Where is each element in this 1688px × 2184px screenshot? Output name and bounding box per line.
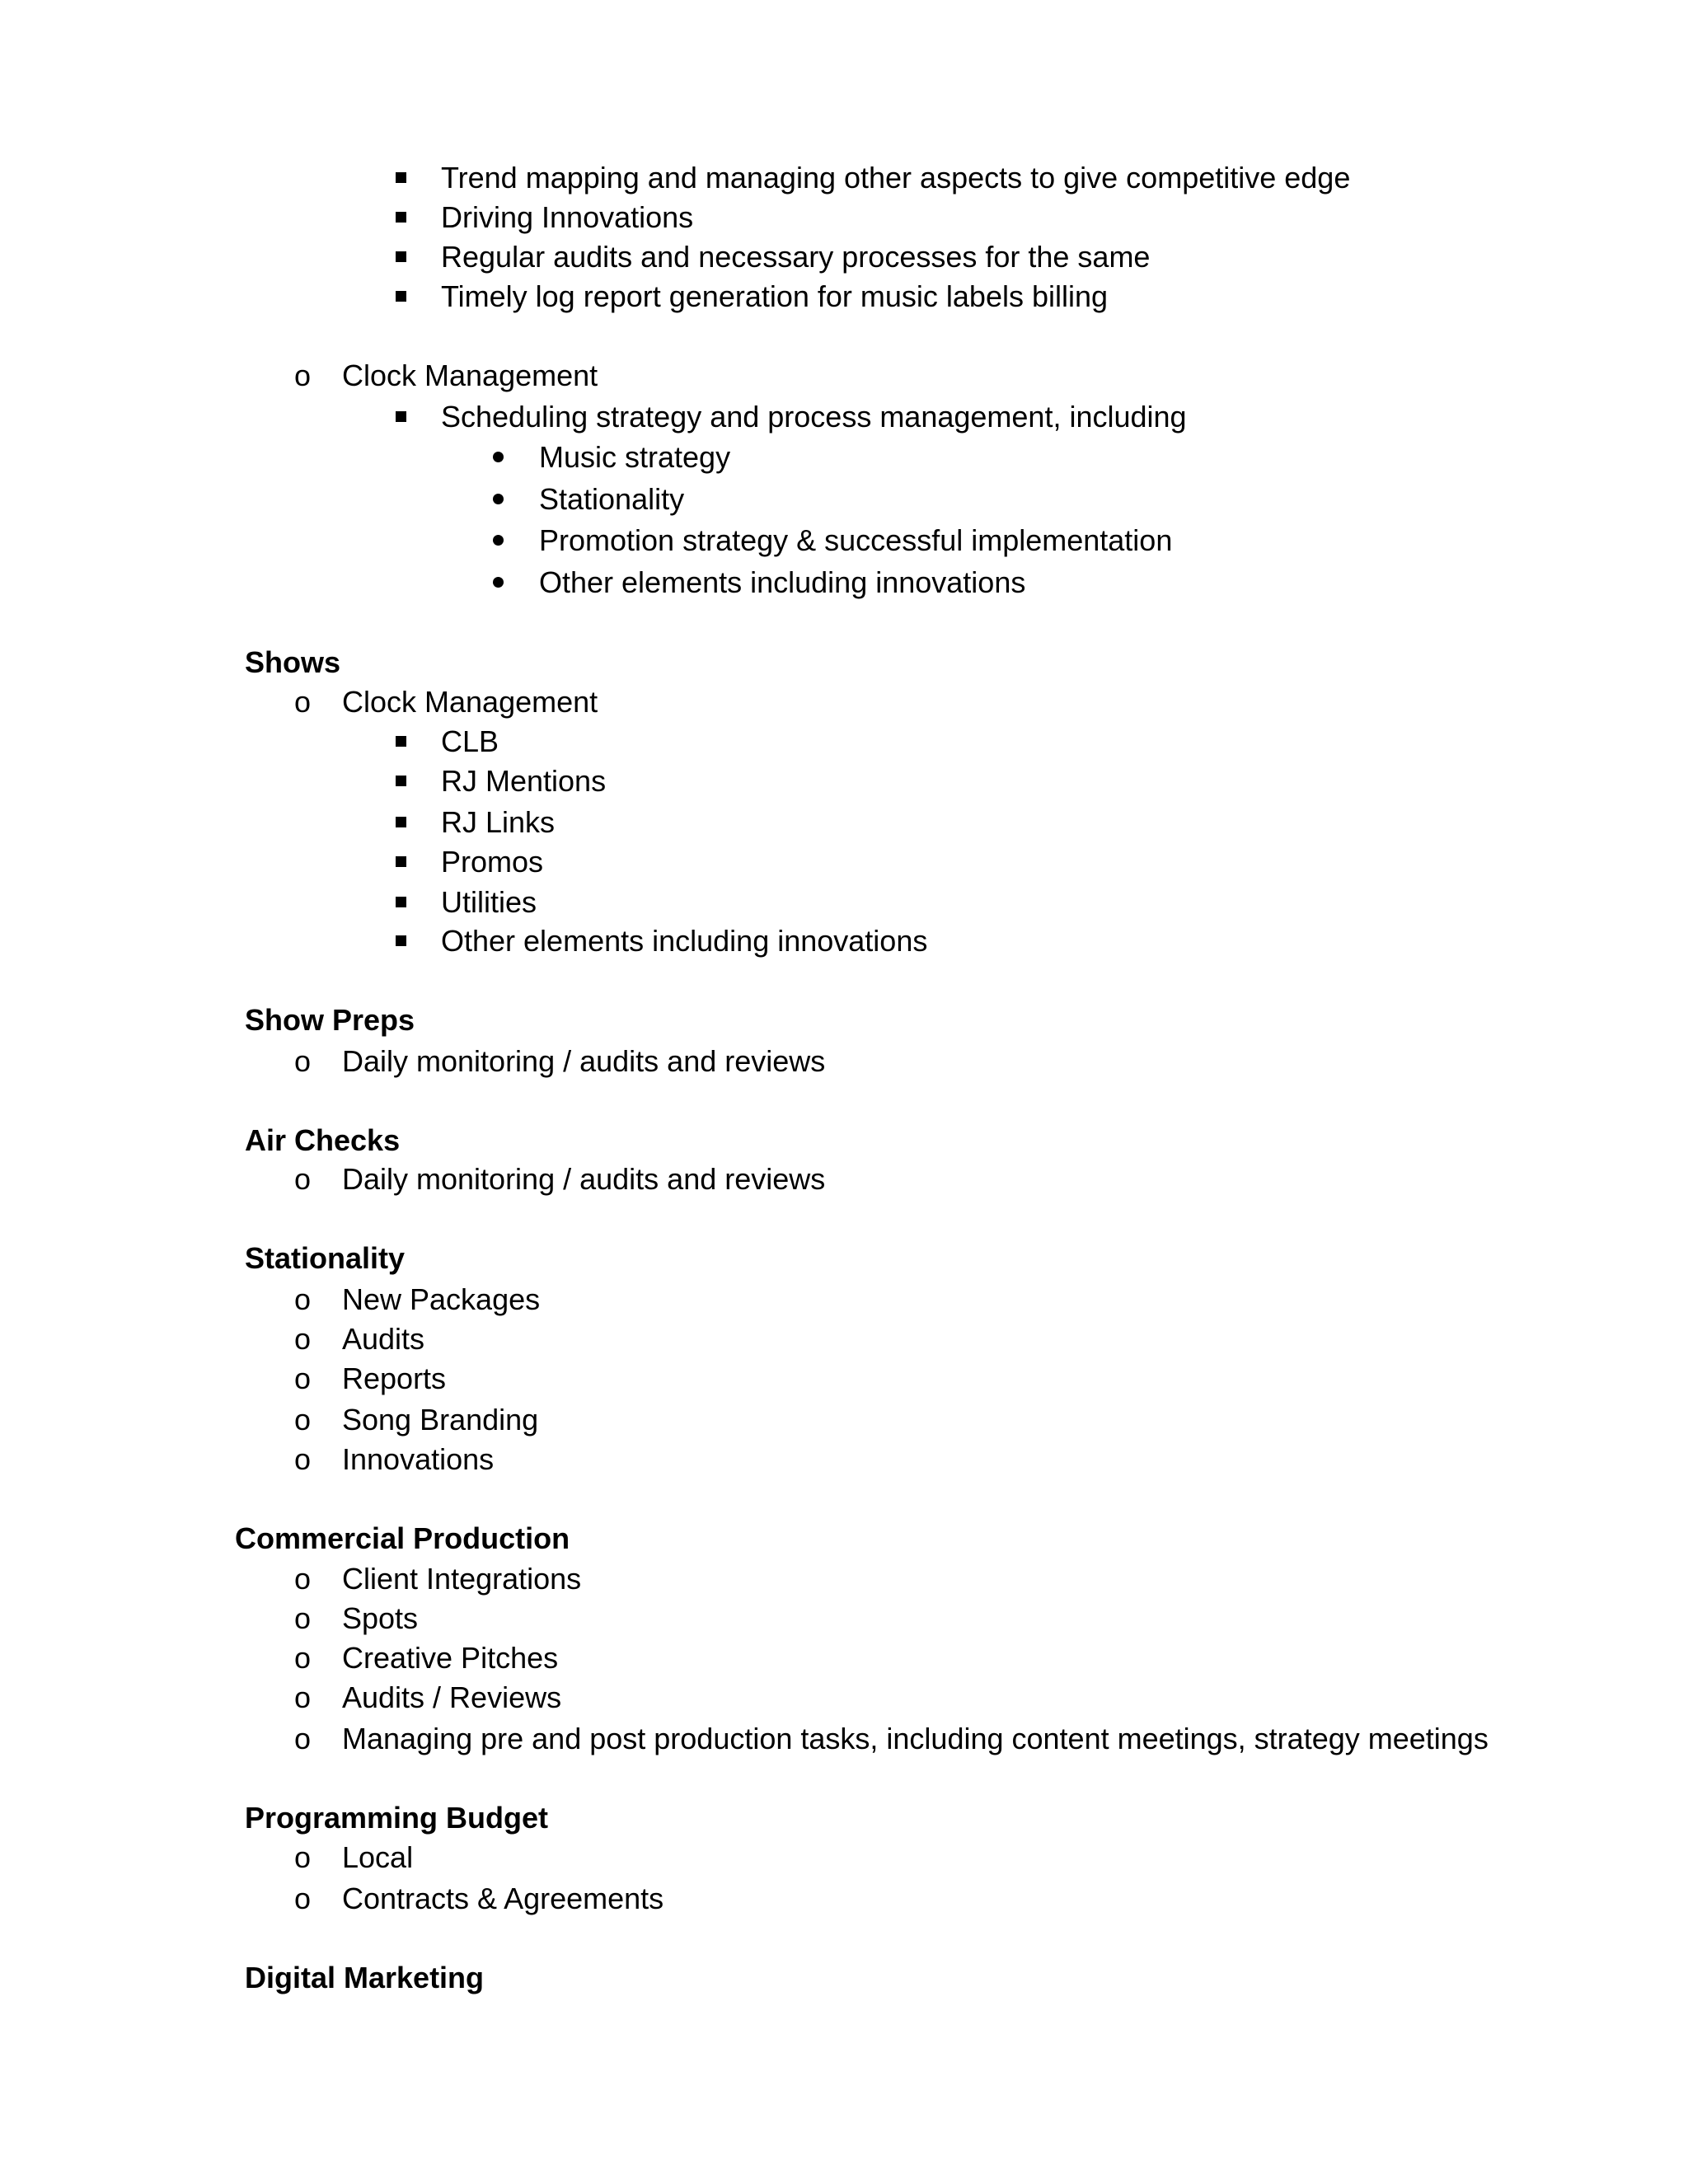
list-item: Scheduling strategy and process management, including [441,400,1187,434]
list-item: Other elements including innovations [441,924,928,958]
list-item: Music strategy [539,440,731,474]
dot-bullet-icon [493,452,504,462]
list-item: Clock Management [342,359,598,392]
circle-bullet-icon: o [294,1162,312,1196]
list-item: Driving Innovations [441,200,694,234]
list-item: New Packages [342,1282,541,1316]
list-item: RJ Mentions [441,764,607,798]
list-item: Daily monitoring / audits and reviews [342,1162,826,1196]
circle-bullet-icon: o [294,1442,312,1476]
circle-bullet-icon: o [294,1562,312,1596]
square-bullet-icon [396,856,406,867]
square-bullet-icon [396,251,406,262]
square-bullet-icon [396,897,406,907]
list-item: Managing pre and post production tasks, including content meetings, strategy meetings [342,1722,1489,1755]
dot-bullet-icon [493,535,504,546]
circle-bullet-icon: o [294,1403,312,1436]
list-item: CLB [441,724,499,758]
circle-bullet-icon: o [294,1680,312,1714]
square-bullet-icon [396,212,406,223]
list-item: Other elements including innovations [539,565,1026,599]
square-bullet-icon [396,291,406,302]
square-bullet-icon [396,411,406,422]
section-heading: Shows [245,645,341,679]
list-item: Stationality [539,482,685,516]
list-item: Timely log report generation for music labels billing [441,279,1109,313]
section-heading: Programming Budget [245,1801,549,1835]
circle-bullet-icon: o [294,1722,312,1755]
square-bullet-icon [396,935,406,946]
section-heading: Commercial Production [235,1521,570,1555]
list-item: Promos [441,845,544,879]
list-item: Regular audits and necessary processes for the same [441,240,1151,274]
section-heading: Air Checks [245,1123,401,1157]
circle-bullet-icon: o [294,1641,312,1675]
circle-bullet-icon: o [294,1282,312,1316]
circle-bullet-icon: o [294,1044,312,1078]
circle-bullet-icon: o [294,359,312,392]
list-item: Reports [342,1361,447,1395]
circle-bullet-icon: o [294,1840,312,1874]
list-item: Creative Pitches [342,1641,559,1675]
section-heading: Digital Marketing [245,1961,485,1994]
list-item: Trend mapping and managing other aspects to give competitive edge [441,161,1351,194]
list-item: Innovations [342,1442,495,1476]
list-item: Audits [342,1322,425,1356]
list-item: Contracts & Agreements [342,1882,664,1915]
circle-bullet-icon: o [294,1882,312,1915]
square-bullet-icon [396,817,406,827]
square-bullet-icon [396,172,406,183]
list-item: Utilities [441,885,537,919]
dot-bullet-icon [493,577,504,588]
list-item: Promotion strategy & successful implementation [539,523,1173,557]
section-heading: Stationality [245,1241,406,1275]
circle-bullet-icon: o [294,1322,312,1356]
list-item: Local [342,1840,414,1874]
list-item: RJ Links [441,805,556,839]
list-item: Daily monitoring / audits and reviews [342,1044,826,1078]
dot-bullet-icon [493,494,504,504]
circle-bullet-icon: o [294,685,312,719]
list-item: Song Branding [342,1403,539,1436]
circle-bullet-icon: o [294,1361,312,1395]
list-item: Audits / Reviews [342,1680,562,1714]
section-heading: Show Preps [245,1003,415,1037]
list-item: Spots [342,1601,419,1635]
list-item: Clock Management [342,685,598,719]
square-bullet-icon [396,776,406,786]
list-item: Client Integrations [342,1562,582,1596]
square-bullet-icon [396,736,406,747]
circle-bullet-icon: o [294,1601,312,1635]
